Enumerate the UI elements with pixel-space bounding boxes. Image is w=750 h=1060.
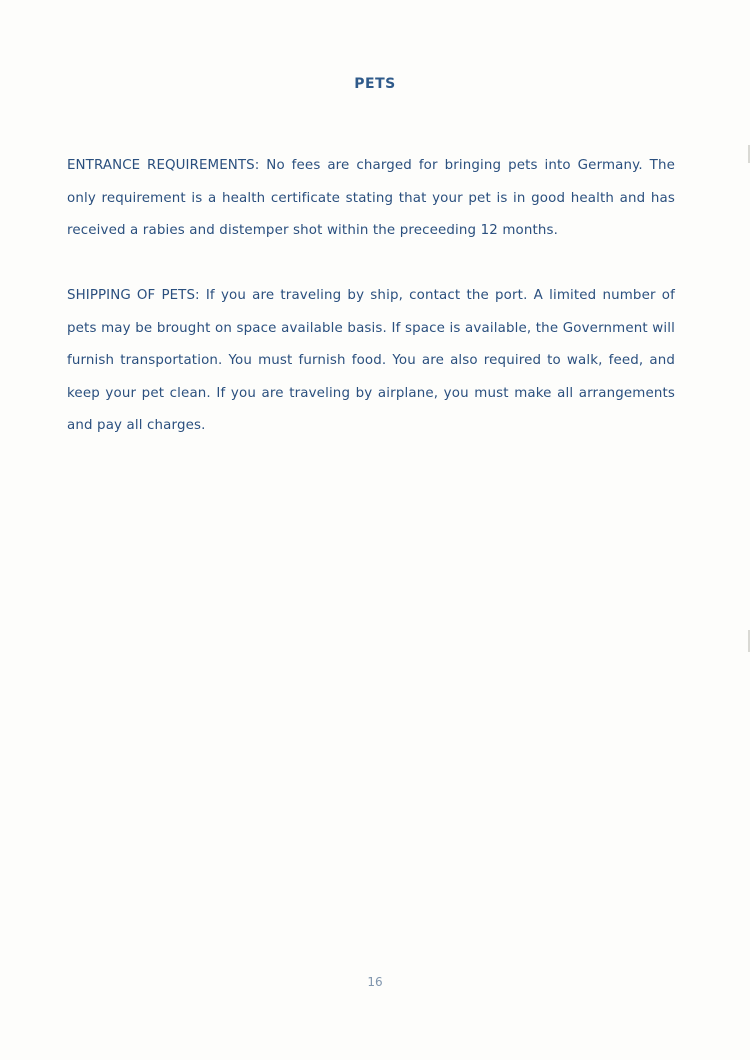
entrance-requirements-paragraph — [67, 150, 675, 248]
entrance-requirements-heading: ENTRANCE REQUIREMENTS: — [67, 158, 260, 173]
page-number: 16 — [367, 975, 383, 989]
shipping-of-pets-heading: SHIPPING OF PETS: — [67, 288, 200, 303]
shipping-of-pets-text: If you are traveling by ship, contact the port. A limited number of pets may be brought on space available basis. If space is available, the Government will furnish transportation. You must furnish food. You are also required to walk, feed, and keep your pet clean. If you are traveling by airplane, you must make all arrangements and pay all charges. — [67, 288, 675, 433]
page-title: PETS — [354, 76, 396, 92]
entrance-requirements-text: No fees are charged for bringing pets into Germany. The only requirement is a health certificate stating that your pet is in good health and has received a rabies and distemper shot within the preceeding 12 months. — [67, 158, 675, 238]
shipping-of-pets-paragraph — [67, 280, 675, 443]
